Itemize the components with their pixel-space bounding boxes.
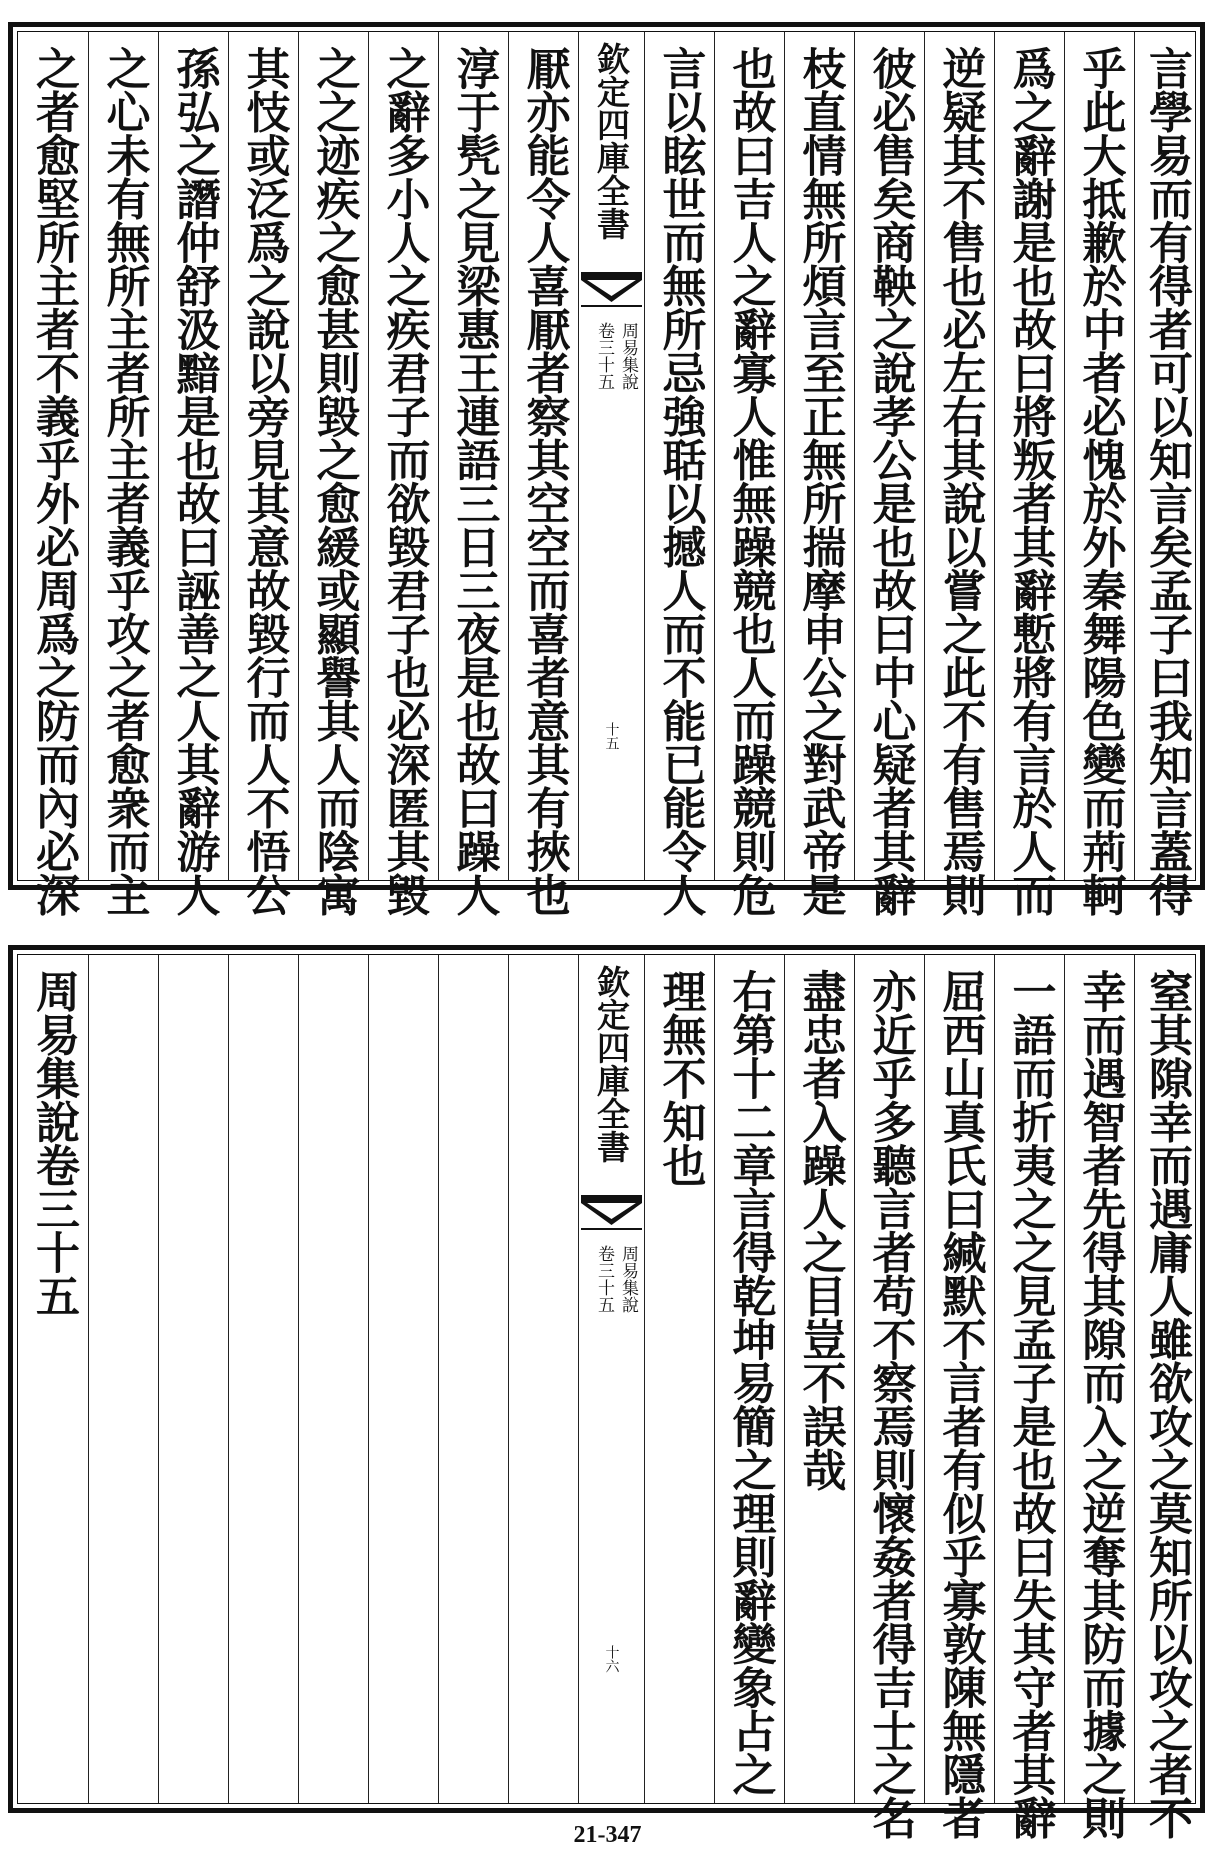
leaf-number: 十五 [603,722,620,750]
book-title: 周易集說 [618,1245,638,1313]
column-text: 盡忠者入躁人之目豈不誤哉 [794,969,846,1491]
text-column [1064,955,1134,1839]
text-column [368,32,438,916]
fishtail-mark-icon [581,272,642,308]
text-column [508,955,578,1803]
book-series-title: 欽定四庫全書 [592,42,631,240]
text-column [854,955,924,1839]
book-series-title: 欽定四庫全書 [592,965,631,1163]
top-page-frame [17,31,1196,916]
column-text: 亦近乎多聽言者苟不察焉則懷姦者得吉士之名 [864,969,916,1839]
column-text: 孫弘之譖仲舒汲黯是也故曰誣善之人其辭游人 [168,46,220,916]
text-column [1064,32,1134,916]
text-column [784,955,854,1803]
text-column [854,32,924,916]
text-column [438,32,508,916]
column-text: 其忮或泛爲之說以旁見其意故毀行而人不悟公 [238,46,290,916]
text-column [994,955,1064,1839]
book-title: 周易集說 [618,322,638,390]
column-text: 右第十二章言得乾坤易簡之理則辭變象占之 [724,969,776,1796]
text-column [18,32,88,916]
text-column [924,32,994,916]
column-text: 枝直情無所煩言至正無所揣摩申公之對武帝是 [794,46,846,916]
text-column [994,32,1064,916]
column-text: 理無不知也 [654,969,706,1187]
text-column [298,32,368,916]
column-text: 逆疑其不售也必左右其說以嘗之此不有售焉則 [934,46,986,916]
text-column [714,955,784,1803]
text-column [644,32,714,916]
text-column [438,955,508,1803]
text-column [298,955,368,1803]
text-column [88,32,158,916]
column-text: 彼必售矣商鞅之說孝公是也故曰中心疑者其辭 [864,46,916,916]
text-column [784,32,854,916]
column-text: 乎此大抵歉於中者必愧於外秦舞陽色變而荊軻 [1074,46,1126,916]
text-column [18,955,88,1803]
text-column [924,955,994,1839]
volume-end-title: 周易集說卷三十五 [28,969,79,1317]
column-text: 也故曰吉人之辭寡人惟無躁競也人而躁競則危 [724,46,776,916]
text-column [228,955,298,1803]
text-column [1134,955,1197,1839]
fold-column [578,32,644,880]
fold-column [578,955,644,1803]
column-text: 之辭多小人之疾君子而欲毀君子也必深匿其毀 [378,46,430,916]
column-text: 之之迹疾之愈甚則毀之愈緩或顯譽其人而陰寓 [308,46,360,916]
text-column [508,32,578,916]
column-text: 幸而遇智者先得其隙而入之逆奪其防而據之則 [1074,969,1126,1839]
text-column [158,32,228,916]
column-text: 爲之辭謝是也故曰將叛者其辭慙將有言於人而 [1004,46,1056,916]
text-column [644,955,714,1803]
column-text: 厭亦能令人喜厭者察其空空而喜者意其有挾也 [518,46,570,916]
column-text: 言學易而有得者可以知言矣孟子曰我知言蓋得 [1141,46,1192,916]
text-column [1134,32,1197,916]
column-text: 之心未有無所主者所主者義乎攻之者愈衆而主 [98,46,150,916]
column-text: 淳于髠之見梁惠王連語三日三夜是也故曰躁人 [448,46,500,916]
leaf-number: 十六 [603,1645,620,1673]
page-number: 21-347 [573,1822,642,1848]
text-column [158,955,228,1803]
text-column [88,955,158,1803]
column-text: 之者愈堅所主者不義乎外必周爲之防而內必深 [28,46,79,916]
column-text: 屈西山真氏曰緘默不言者有似乎寡敦陳無隱者 [934,969,986,1839]
top-page [8,22,1205,916]
text-column [228,32,298,916]
text-column [714,32,784,916]
column-text: 一語而折夷之之見孟子是也故曰失其守者其辭 [1004,969,1056,1839]
column-text: 窒其隙幸而遇庸人雖欲攻之莫知所以攻之者不 [1141,969,1192,1839]
volume-label: 卷三十五 [594,1245,614,1313]
text-column [368,955,438,1803]
column-text: 言以眩世而無所忌強聒以撼人而不能已能令人 [654,46,706,916]
volume-label: 卷三十五 [594,322,614,390]
fishtail-mark-icon [581,1195,642,1231]
